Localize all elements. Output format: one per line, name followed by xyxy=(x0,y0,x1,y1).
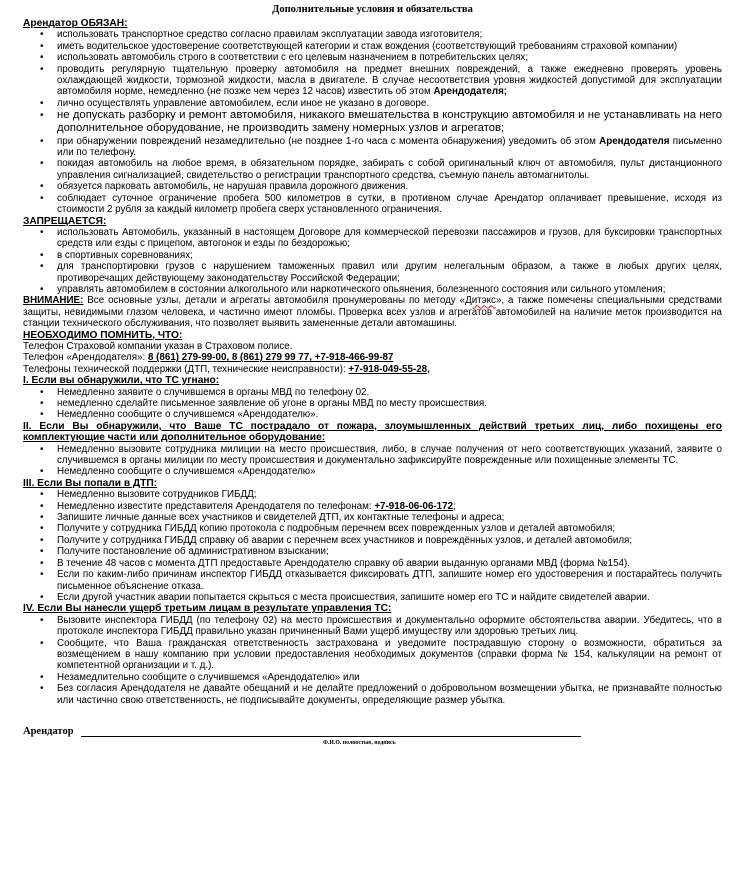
list-item: • Если по каким-либо причинам инспектор ГИБДД отказывается фиксировать ДТП, запишите номер его удостоверения и постарайтесь получить письменное объяснение отказа. xyxy=(57,569,722,592)
list-item: • не допускать разборку и ремонт автомобиля, никакого вмешательства в конструкцию автомобиля и не устанавливать на него дополнительное оборудование, не производить замену номерных узлов и агрегатов; xyxy=(57,109,722,135)
lessor-phones: 8 (861) 279-99-00, 8 (861) 279 99 77, +7-918-466-99-87 xyxy=(147,352,394,364)
list-item: • Запишите личные данные всех участников и свидетелей ДТП, их контактные телефоны и адреса; xyxy=(57,512,722,523)
signature-caption: Ф.И.О. полностью, подпись xyxy=(323,739,396,746)
section-heading-accident: III. Если Вы попали в ДТП: xyxy=(23,477,158,489)
list-item: • Без согласия Арендодателя не давайте обещаний и не делайте предложений о добровольном возмещении убытка, не признавайте полностью или частично свою ответственность, не подписывайте документы, определяющие размер убытка. xyxy=(57,683,722,706)
list-item: • в спортивных соревнованиях; xyxy=(57,250,722,261)
list-item: • Вызовите инспектора ГИБДД (по телефону 02) на место происшествия и документально оформите обстоятельства аварии. Убедитесь, что в протоколе инспектора ГИБДД правильно указан причиненный Вами ущерб имуществу или здоровью третьих лиц. xyxy=(57,615,722,638)
list-item: • иметь водительское удостоверение соответствующей категории и стаж вождения (соответствующий требованиям страховой компании) xyxy=(57,41,722,52)
attention-brand: Дитэкс xyxy=(465,295,496,307)
fire-list xyxy=(23,444,722,478)
signature-block xyxy=(23,725,722,746)
list-item: • Немедленно вызовите сотрудника милиции на место происшествия, либо, в случае получения от него соответствующих указаний, заявите о случившемся в органы милиции по месту происшествия и документально зафиксируйте поврежденные или похищенные элементы ТС. xyxy=(57,444,722,467)
section-heading-theft: I. Если вы обнаружили, что ТС угнано: xyxy=(23,375,220,387)
support-phone: +7-918-049-55-28, xyxy=(348,363,430,375)
section-heading-third-party: IV. Если Вы нанесли ущерб третьим лицам в результате управления ТС: xyxy=(23,603,392,615)
attention-text-a: Все основные узлы, детали и агрегаты автомобиля пронумерованы по методу « xyxy=(87,295,466,307)
list-item xyxy=(57,64,722,98)
list-item: • Получите постановление об административном взыскании; xyxy=(57,546,722,557)
attention-label: ВНИМАНИЕ: xyxy=(23,295,84,307)
list-item: • немедленно сделайте письменное заявление об угоне в органы МВД по месту происшествия. xyxy=(57,398,722,409)
support-phone-line xyxy=(23,364,722,375)
list-item: • использовать Автомобиль, указанный в настоящем Договоре для коммерческой перевозки пассажиров и грузов, для буксировки транспортных средств или езды с прицепом, автогонок и езды по бездорожью; xyxy=(57,227,722,250)
list-item: • В течение 48 часов с момента ДТП предоставьте Арендодателю справку об аварии выданную органами МВД (форма №154). xyxy=(57,558,722,569)
list-item: • Получите у сотрудника ГИБДД копию протокола с подробным перечнем всех поврежденных узлов и деталей автомобиля; xyxy=(57,523,722,534)
accident-notify-tail: ; xyxy=(453,500,456,512)
section-heading-remember: НЕОБХОДИМО ПОМНИТЬ, ЧТО: xyxy=(23,329,183,341)
list-item xyxy=(57,136,722,159)
list-item: • обязуется парковать автомобиль, не нарушая правила дорожного движения. xyxy=(57,181,722,192)
list-item: • Немедленно сообщите о случившемся «Арендодателю» xyxy=(57,466,722,477)
list-item xyxy=(57,501,722,512)
signature-line[interactable] xyxy=(81,736,581,737)
check-bold: Арендодателя; xyxy=(433,86,508,98)
list-item: • лично осуществлять управление автомобилем, если иное не указано в договоре. xyxy=(57,98,722,109)
list-item: • соблюдает суточное ограничение пробега 500 километров в сутки, в противном случае Арендатор оплачивает превышение, исходя из стоимости 2 рубля за каждый километр пробега сверх установленного ограничения. xyxy=(57,193,722,216)
insurance-phone-line: Телефон Страховой компании указан в Страховом полисе. xyxy=(23,340,293,352)
list-item: • покидая автомобиль на любое время, в обязательном порядке, забирать с собой оригинальный ключ от автомобиля, пульт дистанционного управления сигнализацией, свидетельство о регистрации транспортного средства, съемную панель автомагнитолы. xyxy=(57,158,722,181)
damage-text: при обнаружении повреждений незамедлительно (не позднее 1-го часа с момента обнаружения) уведомить об этом xyxy=(57,135,596,147)
list-item: • Если другой участник аварии попытается скрыться с места происшествия, запишите номер его ТС и найдите свидетелей аварии. xyxy=(57,592,722,603)
list-item: • Немедленно вызовите сотрудников ГИБДД; xyxy=(57,489,722,500)
damage-bold: Арендодателя xyxy=(599,135,670,147)
damage-tail: письменно или по телефону. xyxy=(57,135,722,159)
list-item: • управлять автомобилем в состоянии алкогольного или наркотического опьянения, болезненного состояния или сильного утомления; xyxy=(57,284,722,295)
list-item: • для транспортировки грузов с нарушением таможенных правил или другим нелегальным образом, а также в любых других целях, противоречащих действующему законодательству Российской Федерации; xyxy=(57,261,722,284)
list-item: • использовать транспортное средство согласно правилам эксплуатации завода изготовителя; xyxy=(57,29,722,40)
list-item: • Сообщите, что Ваша гражданская ответственность застрахована и уведомите пострадавшую сторону о возможности, обратиться за возмещением в нашу компанию при условии предоставления необходимых документов (справки форма № 154, калькуляции на ремонт от компетентной организации и т. д.). xyxy=(57,638,722,672)
theft-list xyxy=(23,387,722,421)
signature-label: Арендатор xyxy=(23,725,74,737)
check-text: проводить регулярную тщательную проверку автомобиля на предмет внешних повреждений, а также ежедневно проверять уровень охлаждающей жидкости, тормозной жидкости, масла в двигателе. В случае несоответствия уровня жидкостей допустимой для эксплуатации автомобиля норме, немедленно (не позже чем через 12 часов) известить об этом xyxy=(57,63,722,98)
section-heading-obligations: Арендатор ОБЯЗАН: xyxy=(23,18,128,29)
section-heading-fire: II. Если Вы обнаружили, что Ваше ТС пострадало от пожара, злоумышленных действий третьих лиц, либо похищены его комплектующие части или дополнительное оборудование: xyxy=(23,420,722,444)
third-party-list xyxy=(23,615,722,706)
attention-text-b: », а также помечены специальными средствами защиты, невидимыми глазом человека, и частично имеют пломбы. Проверка всех узлов и агрегатов автомобилей на наличие меток производится на станции технического обслуживания, что позволяет выявить замененные детали автомашины. xyxy=(23,295,722,330)
list-item: • использовать автомобиль строго в соответствии с его целевым назначением в потребительских целях; xyxy=(57,52,722,63)
document xyxy=(23,4,722,746)
document-title: Дополнительные условия и обязательства xyxy=(272,4,473,15)
accident-notify-text: Немедленно известите представителя Арендодателя по телефонам: xyxy=(57,500,372,512)
list-item: • Немедленно заявите о случившемся в органы МВД по телефону 02. xyxy=(57,387,722,398)
list-item: • Получите у сотрудника ГИБДД справку об аварии с перечнем всех участников и повреждённых узлов, и деталей автомобиля; xyxy=(57,535,722,546)
lessor-phone-line xyxy=(23,352,722,363)
accident-list xyxy=(23,489,722,603)
accident-notify-phone: +7-918-06-06-172 xyxy=(374,500,454,512)
attention-paragraph xyxy=(23,295,722,329)
lessor-phone-label: Телефон «Арендодателя»: xyxy=(23,352,146,364)
support-phone-label: Телефоны технической поддержки (ДТП, технические неисправности): xyxy=(23,363,346,375)
list-item: • Незамедлительно сообщите о случившемся «Арендодателю» или xyxy=(57,672,722,683)
list-item: • Немедленно сообщите о случившемся «Арендодателю». xyxy=(57,409,722,420)
obligations-list xyxy=(23,29,722,215)
section-heading-prohibited: ЗАПРЕЩАЕТСЯ: xyxy=(23,215,107,227)
prohibited-list xyxy=(23,227,722,295)
